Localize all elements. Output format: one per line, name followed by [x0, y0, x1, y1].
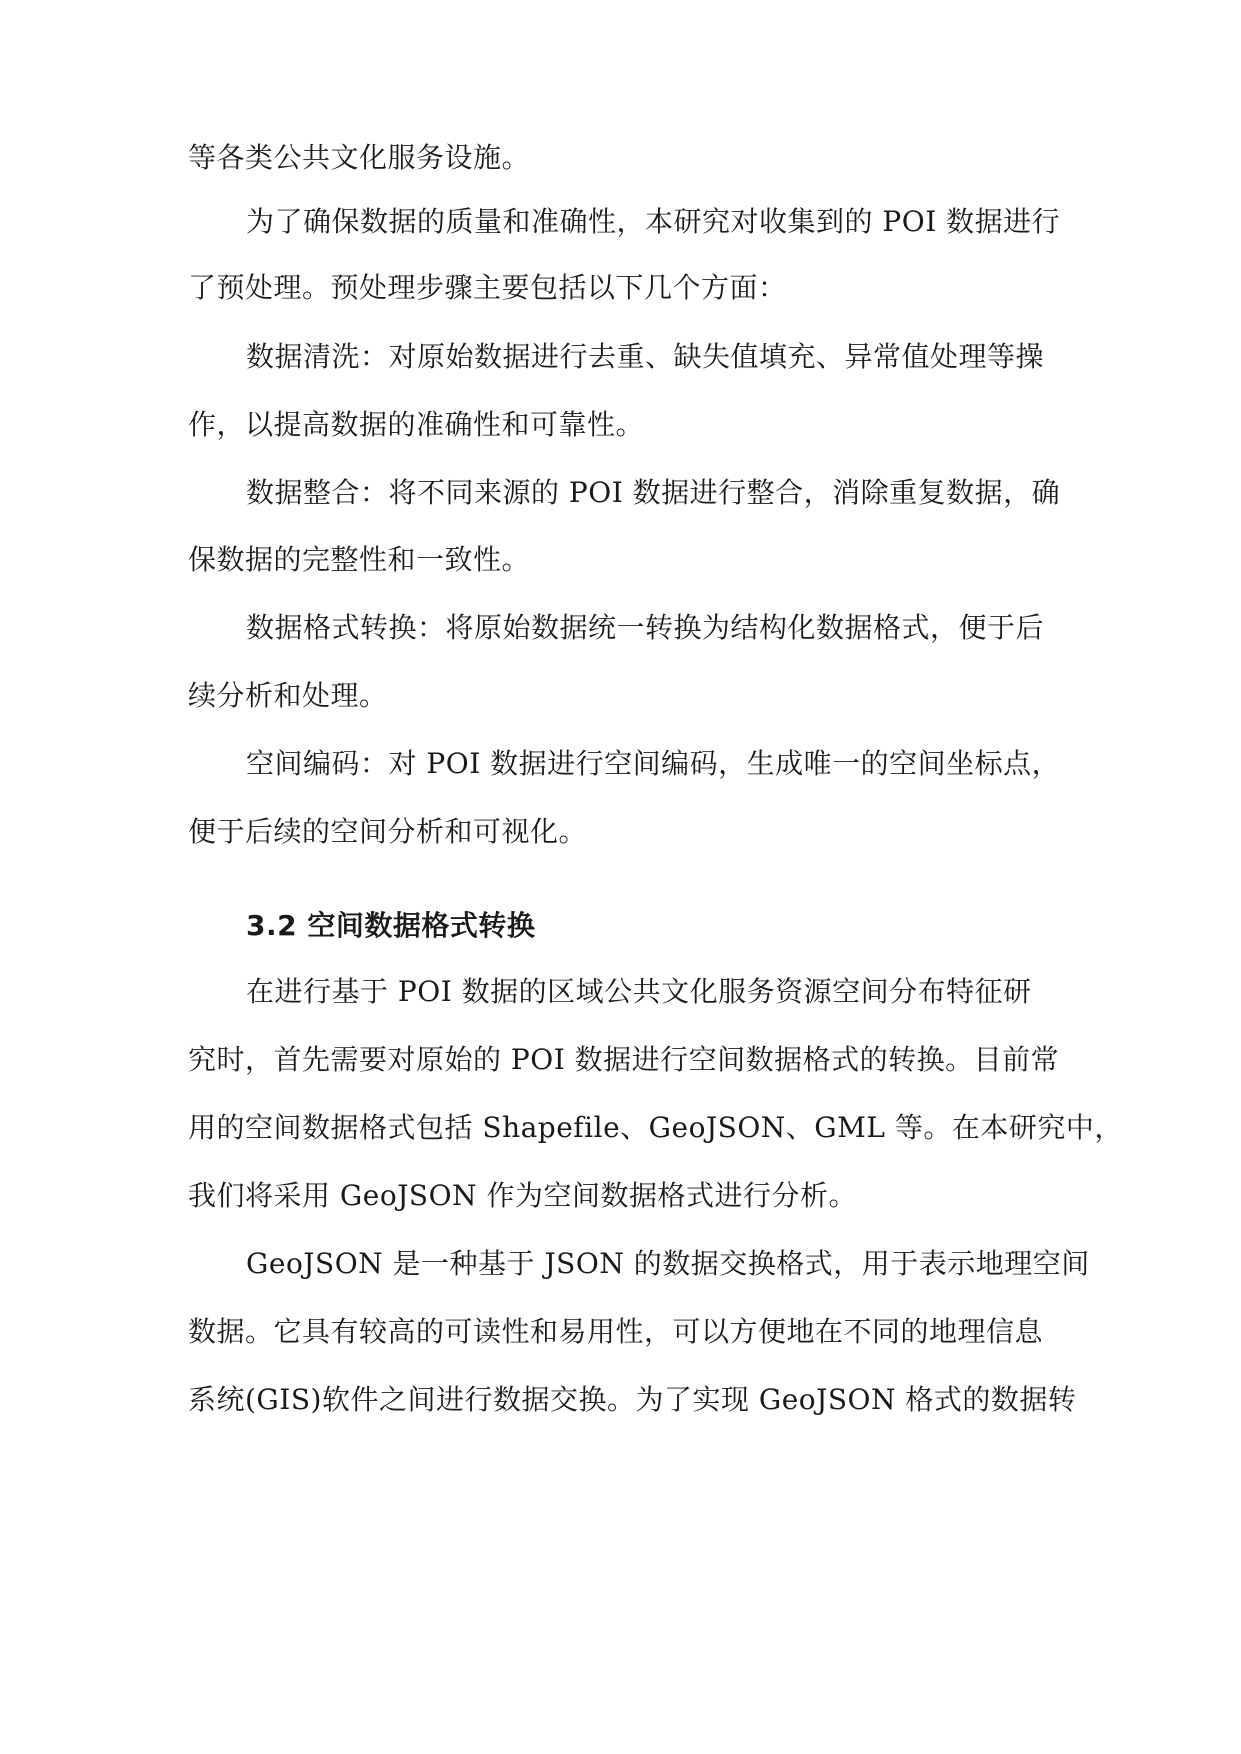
paragraph-line: 数据整合：将不同来源的 POI 数据进行整合，消除重复数据，确 [246, 476, 1061, 509]
paragraph-line: 为了确保数据的质量和准确性，本研究对收集到的 POI 数据进行 [246, 205, 1061, 238]
paragraph-line: 数据。它具有较高的可读性和易用性，可以方便地在不同的地理信息 [188, 1315, 1044, 1348]
paragraph-line: 我们将采用 GeoJSON 作为空间数据格式进行分析。 [188, 1179, 857, 1212]
paragraph-line: 数据清洗：对原始数据进行去重、缺失值填充、异常值处理等操 [246, 340, 1045, 373]
paragraph-line: 了预处理。预处理步骤主要包括以下几个方面： [188, 271, 787, 304]
paragraph-line: 空间编码：对 POI 数据进行空间编码，生成唯一的空间坐标点， [246, 747, 1061, 780]
paragraph-line: 续分析和处理。 [188, 679, 388, 712]
paragraph-line: 用的空间数据格式包括 Shapefile、GeoJSON、GML 等。在本研究中， [188, 1111, 1123, 1144]
section-heading: 3.2 空间数据格式转换 [246, 909, 536, 942]
paragraph-line: 系统(GIS)软件之间进行数据交换。为了实现 GeoJSON 格式的数据转 [188, 1383, 1077, 1416]
paragraph-line: 保数据的完整性和一致性。 [188, 543, 531, 576]
paragraph-line: 便于后续的空间分析和可视化。 [188, 815, 588, 848]
paragraph-line: 作，以提高数据的准确性和可靠性。 [188, 408, 645, 441]
paragraph-line: 在进行基于 POI 数据的区域公共文化服务资源空间分布特征研 [246, 975, 1032, 1008]
paragraph-line: 究时，首先需要对原始的 POI 数据进行空间数据格式的转换。目前常 [188, 1043, 1060, 1076]
paragraph-line: GeoJSON 是一种基于 JSON 的数据交换格式，用于表示地理空间 [246, 1247, 1090, 1280]
paragraph-line: 等各类公共文化服务设施。 [188, 141, 531, 174]
paragraph-line: 数据格式转换：将原始数据统一转换为结构化数据格式，便于后 [246, 611, 1045, 644]
